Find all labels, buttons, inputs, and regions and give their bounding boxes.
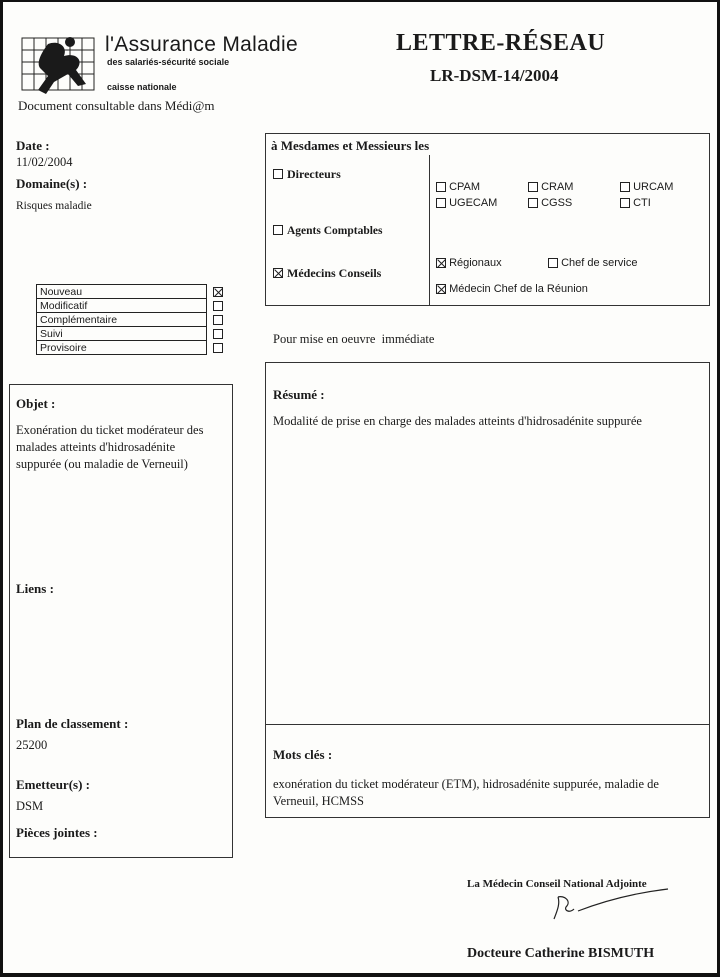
chef-service-label: Chef de service	[561, 257, 638, 269]
cpam-checkbox[interactable]	[436, 182, 446, 192]
directeurs-checkbox[interactable]	[273, 169, 283, 179]
ugecam-checkbox[interactable]	[436, 198, 446, 208]
brand-subtitle: des salariés-sécurité sociale	[107, 57, 230, 67]
emetteur-value: DSM	[16, 799, 44, 813]
plan-label: Plan de classement :	[16, 716, 129, 731]
status-checkbox-provisoire[interactable]	[213, 343, 223, 353]
plan-value: 25200	[16, 738, 48, 752]
status-label: Provisoire	[37, 341, 207, 355]
brand-subtitle-2: caisse nationale	[107, 82, 177, 92]
chef-service-checkbox[interactable]	[548, 258, 558, 268]
destinataires-heading: à Mesdames et Messieurs les	[271, 138, 430, 153]
chef-service-option	[548, 257, 638, 269]
org-label: CTI	[633, 197, 651, 209]
cram-checkbox[interactable]	[528, 182, 538, 192]
org-label: CPAM	[449, 181, 481, 193]
status-row	[37, 299, 226, 313]
status-checkbox-suivi[interactable]	[213, 329, 223, 339]
status-checkbox-nouveau[interactable]	[213, 287, 223, 297]
status-label: Complémentaire	[37, 313, 207, 327]
status-label: Nouveau	[37, 285, 207, 299]
status-row	[37, 313, 226, 327]
mise-en-oeuvre-value: immédiate	[381, 332, 435, 346]
org-option-cgss	[528, 197, 572, 209]
medecin-chef-checkbox[interactable]	[436, 284, 446, 294]
status-row	[37, 285, 226, 299]
org-option-cram	[528, 181, 573, 193]
mise-en-oeuvre	[273, 332, 434, 347]
org-option-urcam	[620, 181, 673, 193]
status-label: Modificatif	[37, 299, 207, 313]
medecins-option	[273, 264, 381, 282]
regionaux-checkbox[interactable]	[436, 258, 446, 268]
date-value: 11/02/2004	[16, 155, 73, 169]
page-border-left	[0, 0, 3, 977]
agents-option	[273, 221, 383, 239]
status-checkbox-modificatif[interactable]	[213, 301, 223, 311]
brand-name: l'Assurance Maladie	[105, 33, 298, 56]
signature-name: Docteure Catherine BISMUTH	[467, 946, 655, 961]
cti-checkbox[interactable]	[620, 198, 630, 208]
domaine-value: Risques maladie	[16, 200, 92, 212]
org-label: URCAM	[633, 181, 674, 193]
regionaux-label: Régionaux	[449, 257, 502, 269]
objet-text: Exonération du ticket modérateur des malades atteints d'hidrosadénite suppurée (ou maladie de Verneuil)	[16, 423, 204, 471]
regionaux-option	[436, 257, 502, 269]
agents-checkbox[interactable]	[273, 225, 283, 235]
directeurs-label: Directeurs	[287, 167, 341, 181]
medecins-checkbox[interactable]	[273, 268, 283, 278]
org-label: CGSS	[541, 197, 573, 209]
domaine-label: Domaine(s) :	[16, 176, 88, 191]
mise-en-oeuvre-label: Pour mise en oeuvre	[273, 332, 376, 346]
cgss-checkbox[interactable]	[528, 198, 538, 208]
status-label: Suivi	[37, 327, 207, 341]
liens-label: Liens :	[16, 581, 54, 596]
medecin-chef-label: Médecin Chef de la Réunion	[449, 283, 588, 295]
document-reference: LR-DSM-14/2004	[430, 66, 559, 85]
directeurs-option	[273, 165, 341, 183]
urcam-checkbox[interactable]	[620, 182, 630, 192]
document-title: LETTRE-RÉSEAU	[396, 30, 606, 56]
medecins-label: Médecins Conseils	[287, 266, 382, 280]
signature-role: La Médecin Conseil National Adjointe	[467, 878, 647, 890]
org-option-ugecam	[436, 197, 497, 209]
page-border-top	[0, 0, 720, 2]
handwritten-signature-icon	[544, 885, 684, 925]
agents-label: Agents Comptables	[287, 225, 383, 237]
status-table	[36, 284, 226, 355]
org-option-cti	[620, 197, 651, 209]
consultable-note: Document consultable dans Médi@m	[18, 98, 215, 113]
mots-cles-text: exonération du ticket modérateur (ETM), hidrosadénite suppurée, maladie de Verneuil, HCMSS	[273, 777, 659, 808]
status-checkbox-complementaire[interactable]	[213, 315, 223, 325]
emetteur-label: Emetteur(s) :	[16, 777, 90, 792]
mots-cles-label: Mots clés :	[273, 747, 333, 762]
assurance-maladie-logo-icon	[18, 32, 98, 96]
destinataires-divider	[429, 155, 430, 306]
page-border-bottom	[0, 973, 720, 977]
resume-text: Modalité de prise en charge des malades atteints d'hidrosadénite suppurée	[273, 414, 642, 428]
status-row	[37, 327, 226, 341]
org-label: CRAM	[541, 181, 574, 193]
org-option-cpam	[436, 181, 480, 193]
org-label: UGECAM	[449, 197, 498, 209]
date-label: Date :	[16, 138, 50, 153]
resume-label: Résumé :	[273, 387, 325, 402]
objet-label: Objet :	[16, 396, 56, 411]
status-row	[37, 341, 226, 355]
pieces-label: Pièces jointes :	[16, 825, 98, 840]
medecin-chef-option	[436, 283, 588, 295]
